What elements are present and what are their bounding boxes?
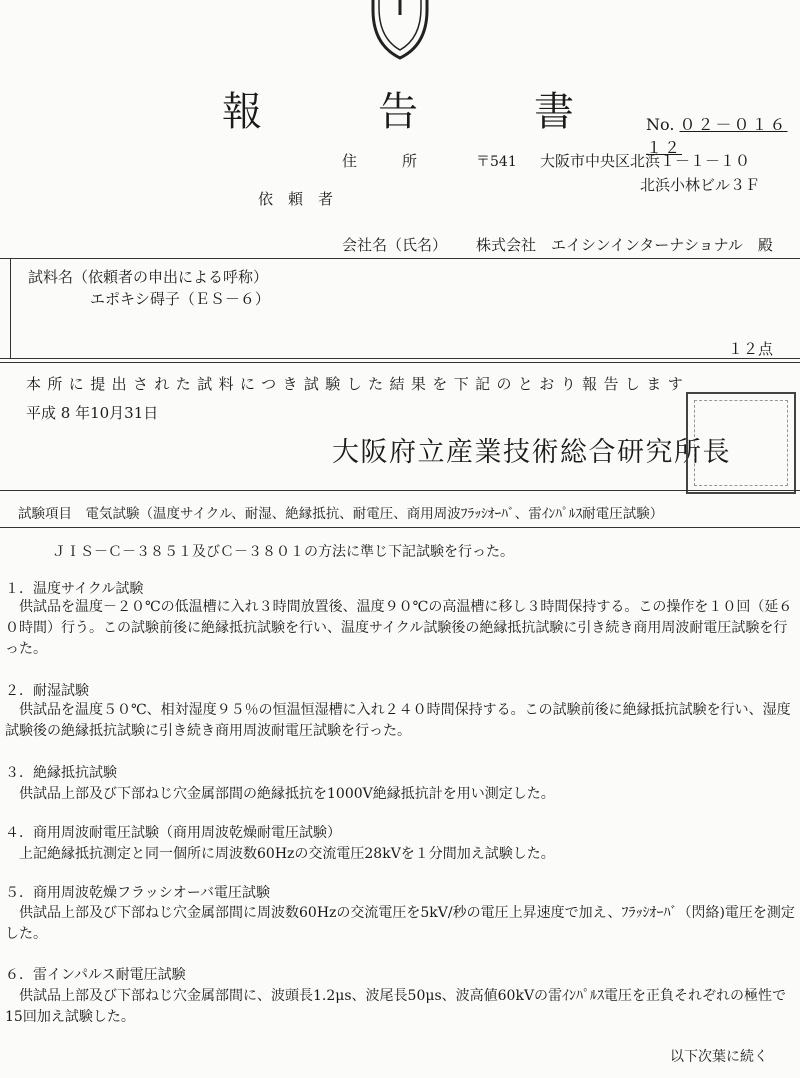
report-statement: 本所に提出された試料につき試験した結果を下記のとおり報告します [26,375,690,393]
company-label: 会社名（氏名） [342,236,448,254]
section-body: 供試品を温度－２０℃の低温槽に入れ３時間放置後、温度９０℃の高温槽に移し３時間保持する。この操作を１０回（延６０時間）行う。この試験前後に絶縁抵抗試験を行い、温度サイクル試験後の絶縁抵抗試験に引き続き商用周波耐電圧試験を行った。 [5,599,793,657]
divider-upper-double [0,362,800,363]
box-left-border [10,258,11,358]
sample-label: 試料名（依頼者の申出による呼称） [28,268,269,286]
divider-middle [0,490,800,491]
document-number-value: ０２－０１６１２ [646,115,788,157]
section-heading: ３．絶縁抵抗試験 [5,765,117,781]
institute-name: 大阪府立産業技術総合研究所長 [332,437,731,468]
emblem-seal-icon [365,0,435,60]
section-heading: ２．耐湿試験 [5,683,89,699]
section-heading: ５．商用周波乾燥フラッシオーバ電圧試験 [5,885,271,901]
address-label: 住 所 [342,152,418,170]
section-heading: ６．雷インパルス耐電圧試験 [5,967,186,983]
test-method: ＪＩＳ－Ｃ－３８５１及びＣ－３８０１の方法に準じ下記試験を行った。 [52,544,514,560]
section-body: 上記絶縁抵抗測定と同一個所に周波数60Hzの交流電圧28kVを１分間加え試験した。 [5,846,555,862]
postal-code: 〒541 [476,154,517,170]
requester-label: 依 頼 者 [258,190,334,208]
document-number-label: No. [646,115,675,134]
sample-count: １２点 [728,340,774,358]
address-line-1: 大阪市中央区北浜１－１－１０ [540,152,751,170]
official-seal-stamp-icon [686,392,796,494]
section-body: 供試品上部及び下部ねじ穴金属部間の絶縁抵抗を1000V絶縁抵抗計を用い測定した。 [5,786,555,802]
report-date: 平成 8 年10月31日 [26,404,159,422]
section-heading: ４．商用周波耐電圧試験（商用周波乾燥耐電圧試験） [5,825,341,841]
divider-lower [0,527,800,528]
section-body: 供試品上部及び下部ねじ穴金属部間に周波数60Hzの交流電圧を5kV/秒の電圧上昇速度で加え、ﾌﾗｯｼｵｰﾊﾞ（閃絡)電圧を測定した。 [5,905,795,942]
test-item: 試験項目 電気試験（温度サイクル、耐湿、絶縁抵抗、耐電圧、商用周波ﾌﾗｯｼｵｰﾊﾞ、雷ｲﾝﾊﾟﾙｽ耐電圧試験） [18,506,664,522]
continued-note: 以下次葉に続く [670,1049,768,1065]
divider-top [0,258,800,259]
sample-name: エポキシ碍子（ＥＳ－６） [90,290,270,308]
company-name: 株式会社 エイシンインターナショナル 殿 [476,236,773,254]
section-body: 供試品を温度５０℃、相対湿度９５％の恒温恒湿槽に入れ２４０時間保持する。この試験前後に絶縁抵抗試験を行い、湿度試験後の絶縁抵抗試験に引き続き商用周波耐電圧試験を行った。 [5,702,791,739]
address-line-2: 北浜小林ビル３Ｆ [640,176,761,194]
title-char-3: 書 [534,89,574,135]
divider-upper [0,358,800,359]
section-heading: １．温度サイクル試験 [5,581,144,597]
title-char-1: 報 [222,89,262,135]
section-body: 供試品上部及び下部ねじ穴金属部間に、波頭長1.2μs、波尾長50μs、波高値60kVの雷ｲﾝﾊﾟﾙｽ電圧を正負それぞれの極性で15回加え試験した。 [5,988,787,1025]
title-char-2: 告 [378,89,418,135]
